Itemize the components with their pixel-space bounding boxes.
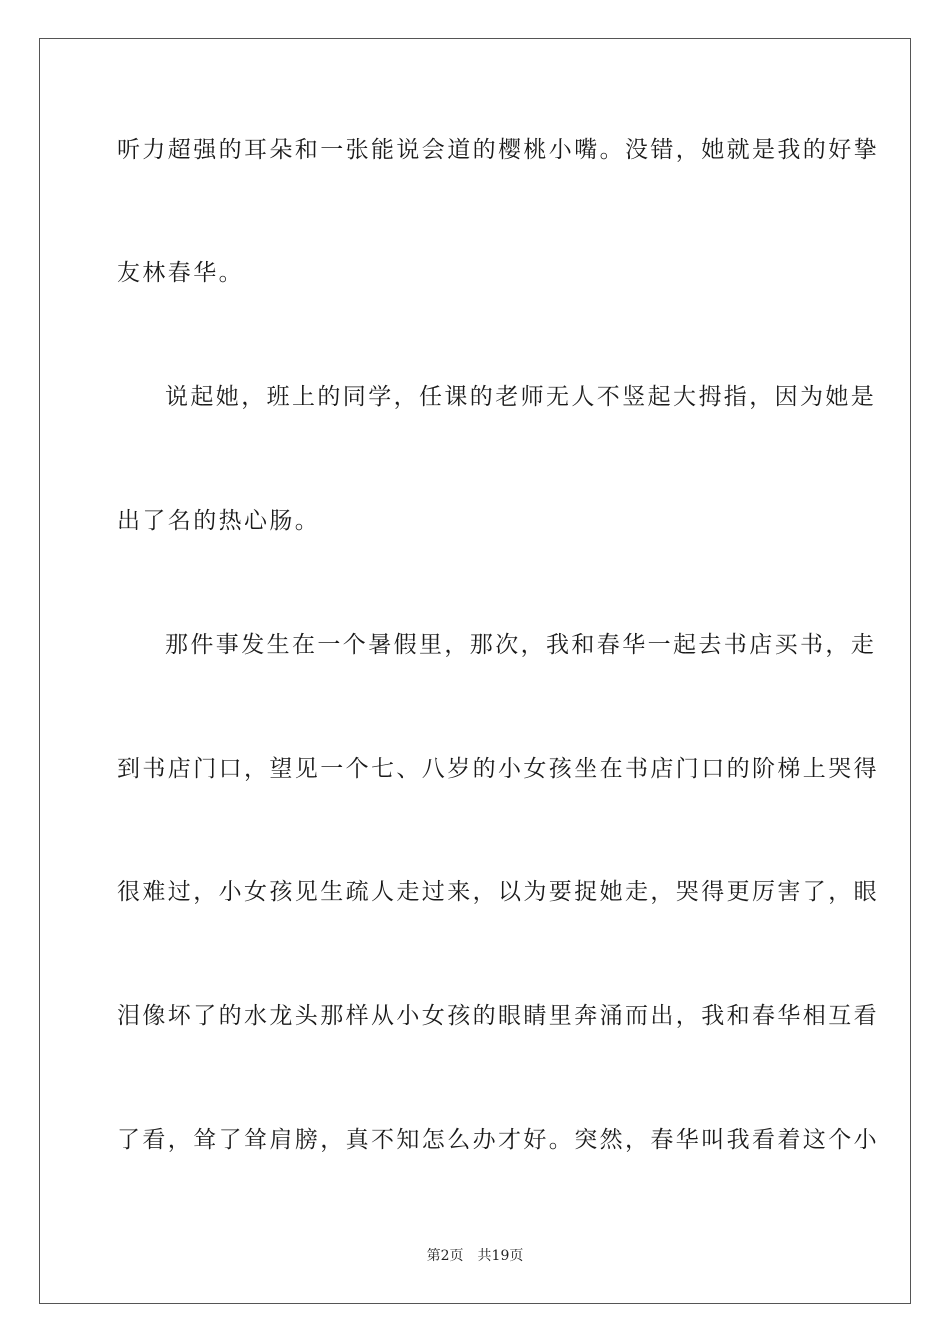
text-line-4: 出了名的热心肠。 [117, 508, 321, 534]
page-number: 第2页 [426, 1248, 464, 1264]
text-line-8: 泪像坏了的水龙头那样从小女孩的眼睛里奔涌而出，我和春华相互看 [117, 1003, 879, 1029]
page-border [39, 38, 911, 1304]
text-line-6: 到书店门口，望见一个七、八岁的小女孩坐在书店门口的阶梯上哭得 [117, 756, 879, 782]
text-line-7: 很难过，小女孩见生疏人走过来，以为要捉她走，哭得更厉害了，眼 [117, 879, 879, 905]
text-line-5: 那件事发生在一个暑假里，那次，我和春华一起去书店买书，走 [165, 632, 877, 658]
text-line-9: 了看，耸了耸肩膀，真不知怎么办才好。突然，春华叫我看着这个小 [117, 1127, 879, 1153]
text-line-3: 说起她，班上的同学，任课的老师无人不竖起大拇指，因为她是 [165, 384, 877, 410]
text-line-1: 听力超强的耳朵和一张能说会道的樱桃小嘴。没错，她就是我的好挚 [117, 137, 879, 163]
page-footer [0, 1246, 950, 1266]
page-total: 共19页 [477, 1248, 524, 1264]
text-line-2: 友林春华。 [117, 260, 244, 286]
